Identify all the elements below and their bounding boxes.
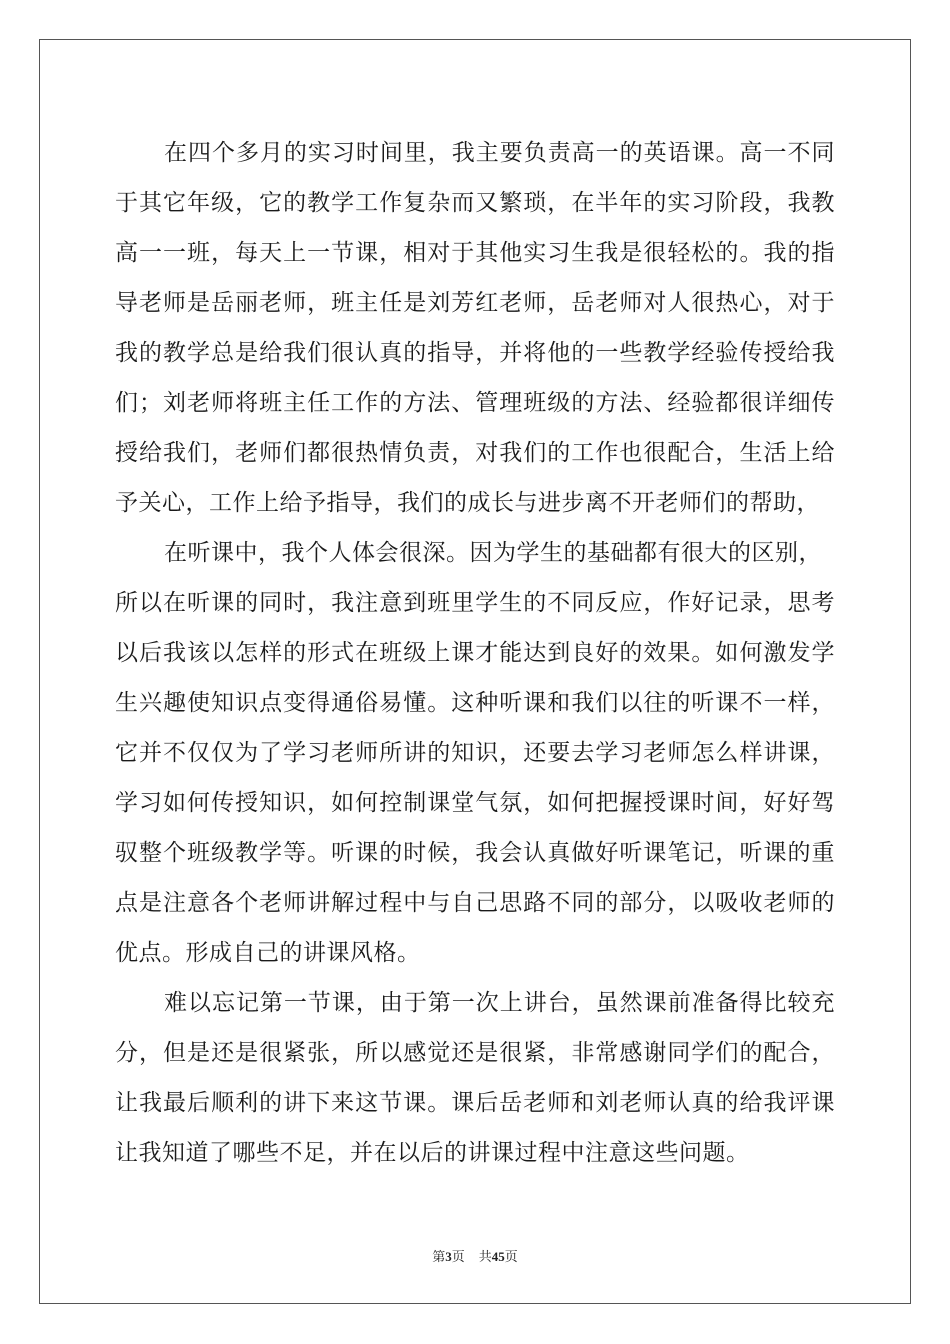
text-line: 在四个多月的实习时间里，我主要负责高一的英语课。高一不同 bbox=[164, 140, 835, 166]
text-line: 难以忘记第一节课，由于第一次上讲台，虽然课前准备得比较充 bbox=[164, 990, 835, 1016]
text-line: 让我最后顺利的讲下来这节课。课后岳老师和刘老师认真的给我评课 bbox=[115, 1090, 835, 1116]
document-body bbox=[115, 128, 835, 1178]
text-line: 们；刘老师将班主任工作的方法、管理班级的方法、经验都很详细传 bbox=[115, 390, 835, 416]
page-prefix: 第 bbox=[432, 1250, 446, 1265]
text-line: 所以在听课的同时，我注意到班里学生的不同反应，作好记录，思考 bbox=[115, 590, 835, 616]
text-line: 优点。形成自己的讲课风格。 bbox=[115, 940, 421, 966]
text-line: 分，但是还是很紧张，所以感觉还是很紧，非常感谢同学们的配合， bbox=[115, 1040, 835, 1066]
text-line: 驭整个班级教学等。听课的时候，我会认真做好听课笔记，听课的重 bbox=[115, 840, 835, 866]
text-line: 导老师是岳丽老师，班主任是刘芳红老师，岳老师对人很热心，对于 bbox=[115, 290, 835, 316]
text-line: 在听课中，我个人体会很深。因为学生的基础都有很大的区别， bbox=[164, 540, 822, 566]
page-total bbox=[479, 1250, 518, 1265]
page-suffix: 页 bbox=[451, 1250, 465, 1265]
text-line: 高一一班，每天上一节课，相对于其他实习生我是很轻松的。我的指 bbox=[115, 240, 835, 266]
text-line: 于其它年级，它的教学工作复杂而又繁琐，在半年的实习阶段，我教 bbox=[115, 190, 835, 216]
text-line: 生兴趣使知识点变得通俗易懂。这种听课和我们以往的听课不一样， bbox=[115, 690, 835, 716]
page-number bbox=[432, 1250, 465, 1265]
total-prefix: 共 bbox=[478, 1250, 492, 1265]
text-line: 让我知道了哪些不足，并在以后的讲课过程中注意这些问题。 bbox=[115, 1140, 750, 1166]
text-line: 学习如何传授知识，如何控制课堂气氛，如何把握授课时间，好好驾 bbox=[115, 790, 835, 816]
text-line: 以后我该以怎样的形式在班级上课才能达到良好的效果。如何激发学 bbox=[115, 640, 835, 666]
text-line: 它并不仅仅为了学习老师所讲的知识，还要去学习老师怎么样讲课， bbox=[115, 740, 835, 766]
text-line: 授给我们，老师们都很热情负责，对我们的工作也很配合，生活上给 bbox=[115, 440, 835, 466]
current-page: 3 bbox=[445, 1249, 452, 1264]
text-line: 予关心，工作上给予指导，我们的成长与进步离不开老师们的帮助， bbox=[115, 490, 820, 516]
paragraph bbox=[115, 978, 835, 1178]
paragraph bbox=[115, 128, 835, 528]
text-line: 点是注意各个老师讲解过程中与自己思路不同的部分，以吸收老师的 bbox=[115, 890, 835, 916]
paragraph bbox=[115, 528, 835, 978]
page-footer bbox=[0, 1246, 950, 1265]
total-pages: 45 bbox=[491, 1249, 505, 1264]
text-line: 我的教学总是给我们很认真的指导，并将他的一些教学经验传授给我 bbox=[115, 340, 835, 366]
total-suffix: 页 bbox=[504, 1250, 518, 1265]
